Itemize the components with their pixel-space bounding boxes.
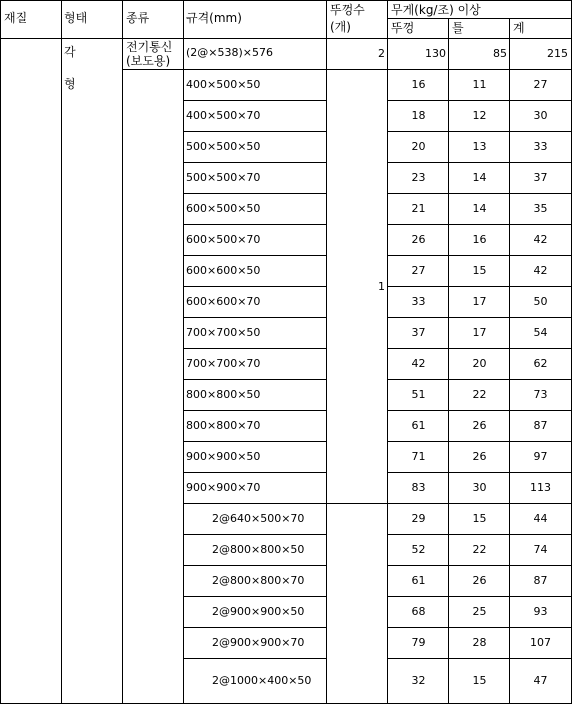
- lid-weight-cell: 27: [411, 264, 426, 277]
- frame-weight-cell: 30: [472, 481, 487, 494]
- row-line: [387, 627, 572, 628]
- lid-count-1: 1: [378, 280, 385, 293]
- spec-cell: 2@800×800×70: [212, 574, 305, 587]
- lid-weight-cell: 130: [425, 47, 446, 60]
- row-line: [387, 224, 572, 225]
- total-weight-cell: 215: [547, 47, 568, 60]
- column-line: [61, 0, 62, 703]
- frame-weight-cell: 17: [472, 295, 487, 308]
- spec-cell: 2@900×900×70: [212, 636, 305, 649]
- frame-weight-cell: 14: [472, 202, 487, 215]
- spec-cell: 700×700×70: [186, 357, 261, 370]
- frame-weight-cell: 22: [472, 543, 487, 556]
- frame-weight-cell: 22: [472, 388, 487, 401]
- lid-weight-cell: 26: [411, 233, 426, 246]
- spec-cell: 700×700×50: [186, 326, 261, 339]
- total-weight-cell: 35: [533, 202, 548, 215]
- spec-cell: 600×600×50: [186, 264, 261, 277]
- row-line: [183, 162, 327, 163]
- row-line: [387, 193, 572, 194]
- shape-value-1: 각: [64, 45, 76, 59]
- spec-cell: 600×500×50: [186, 202, 261, 215]
- row-line: [387, 100, 572, 101]
- spec-cell: 600×500×70: [186, 233, 261, 246]
- spec-cell: 2@1000×400×50: [212, 674, 312, 687]
- frame-weight-cell: 20: [472, 357, 487, 370]
- total-weight-cell: 27: [533, 78, 548, 91]
- lid-weight-cell: 37: [411, 326, 426, 339]
- spec-cell: 800×800×50: [186, 388, 261, 401]
- spec-cell: 400×500×50: [186, 78, 261, 91]
- lid-weight-cell: 18: [411, 109, 426, 122]
- total-weight-cell: 87: [533, 419, 548, 432]
- column-line: [448, 18, 449, 703]
- spec-cell: 900×900×70: [186, 481, 261, 494]
- shape-value-2: 형: [64, 77, 76, 91]
- type-value-line1: 전기통신: [126, 40, 173, 54]
- header-weight-lid: 뚜껑: [391, 21, 415, 35]
- header-shape: 형태: [64, 11, 88, 25]
- row-line: [0, 38, 572, 39]
- row-line: [183, 286, 327, 287]
- frame-weight-cell: 12: [472, 109, 487, 122]
- row-line: [387, 18, 572, 19]
- row-line: [183, 565, 327, 566]
- total-weight-cell: 107: [530, 636, 551, 649]
- row-line: [183, 100, 327, 101]
- spec-cell: 800×800×70: [186, 419, 261, 432]
- row-line: [183, 534, 327, 535]
- header-material: 재질: [4, 11, 28, 25]
- frame-weight-cell: 11: [472, 78, 487, 91]
- row-line: [387, 348, 572, 349]
- frame-weight-cell: 17: [472, 326, 487, 339]
- frame-weight-cell: 13: [472, 140, 487, 153]
- lid-weight-cell: 83: [411, 481, 426, 494]
- row-line: [387, 410, 572, 411]
- lid-weight-cell: 20: [411, 140, 426, 153]
- frame-weight-cell: 16: [472, 233, 487, 246]
- row-line: [183, 379, 327, 380]
- lid-weight-cell: 16: [411, 78, 426, 91]
- frame-weight-cell: 26: [472, 574, 487, 587]
- column-line: [0, 0, 1, 703]
- lid-weight-cell: 79: [411, 636, 426, 649]
- row-line: [183, 441, 327, 442]
- row-line: [183, 193, 327, 194]
- lid-weight-cell: 61: [411, 419, 426, 432]
- column-line: [326, 0, 327, 703]
- row-line: [387, 379, 572, 380]
- row-line: [183, 410, 327, 411]
- row-line: [183, 131, 327, 132]
- lid-weight-cell: 52: [411, 543, 426, 556]
- header-lid-count-unit: (개): [330, 20, 351, 34]
- lid-weight-cell: 29: [411, 512, 426, 525]
- lid-weight-cell: 61: [411, 574, 426, 587]
- header-weight: 무게(kg/조) 이상: [391, 3, 481, 17]
- frame-weight-cell: 26: [472, 450, 487, 463]
- lid-weight-cell: 23: [411, 171, 426, 184]
- total-weight-cell: 33: [533, 140, 548, 153]
- row-line: [183, 627, 327, 628]
- frame-weight-cell: 25: [472, 605, 487, 618]
- column-line: [509, 18, 510, 703]
- row-line: [387, 317, 572, 318]
- lid-weight-cell: 71: [411, 450, 426, 463]
- spec-cell: 2@900×900×50: [212, 605, 305, 618]
- row-line: [183, 503, 572, 504]
- spec-cell: (2@×538)×576: [186, 46, 274, 59]
- row-line: [387, 255, 572, 256]
- column-line: [571, 0, 572, 703]
- total-weight-cell: 44: [533, 512, 548, 525]
- total-weight-cell: 87: [533, 574, 548, 587]
- spec-cell: 400×500×70: [186, 109, 261, 122]
- row-line: [387, 131, 572, 132]
- row-line: [183, 317, 327, 318]
- frame-weight-cell: 15: [472, 674, 487, 687]
- spec-cell: 600×600×70: [186, 295, 261, 308]
- row-line: [0, 0, 572, 1]
- column-line: [122, 0, 123, 703]
- frame-weight-cell: 15: [472, 264, 487, 277]
- header-spec: 규격(mm): [186, 11, 242, 25]
- spec-cell: 500×500×50: [186, 140, 261, 153]
- row-line: [183, 224, 327, 225]
- frame-weight-cell: 26: [472, 419, 487, 432]
- total-weight-cell: 42: [533, 233, 548, 246]
- total-weight-cell: 47: [533, 674, 548, 687]
- row-line: [387, 596, 572, 597]
- lid-weight-cell: 32: [411, 674, 426, 687]
- lid-weight-cell: 21: [411, 202, 426, 215]
- total-weight-cell: 97: [533, 450, 548, 463]
- column-line: [183, 0, 184, 703]
- header-weight-frame: 틀: [452, 21, 464, 35]
- row-line: [183, 596, 327, 597]
- row-line: [183, 348, 327, 349]
- total-weight-cell: 74: [533, 543, 548, 556]
- total-weight-cell: 54: [533, 326, 548, 339]
- total-weight-cell: 50: [533, 295, 548, 308]
- spec-cell: 2@640×500×70: [212, 512, 305, 525]
- spec-cell: 500×500×70: [186, 171, 261, 184]
- header-lid-count: 뚜껑수: [330, 3, 365, 17]
- row-line: [387, 286, 572, 287]
- header-type: 종류: [126, 11, 150, 25]
- frame-weight-cell: 14: [472, 171, 487, 184]
- row-line: [387, 534, 572, 535]
- row-line: [387, 162, 572, 163]
- row-line: [183, 658, 327, 659]
- lid-weight-cell: 33: [411, 295, 426, 308]
- row-line: [122, 69, 572, 70]
- frame-weight-cell: 15: [472, 512, 487, 525]
- type-value-line2: (보도용): [126, 54, 171, 68]
- total-weight-cell: 73: [533, 388, 548, 401]
- column-line: [387, 0, 388, 703]
- spec-cell: 900×900×50: [186, 450, 261, 463]
- spec-cell: 2@800×800×50: [212, 543, 305, 556]
- total-weight-cell: 62: [533, 357, 548, 370]
- frame-weight-cell: 28: [472, 636, 487, 649]
- row-line: [183, 472, 327, 473]
- lid-count-2: 2: [378, 47, 385, 60]
- row-line: [387, 658, 572, 659]
- total-weight-cell: 113: [530, 481, 551, 494]
- total-weight-cell: 37: [533, 171, 548, 184]
- lid-weight-cell: 51: [411, 388, 426, 401]
- total-weight-cell: 30: [533, 109, 548, 122]
- row-line: [183, 255, 327, 256]
- row-line: [387, 441, 572, 442]
- total-weight-cell: 42: [533, 264, 548, 277]
- row-line: [387, 472, 572, 473]
- frame-weight-cell: 85: [493, 47, 507, 60]
- row-line: [387, 565, 572, 566]
- total-weight-cell: 93: [533, 605, 548, 618]
- header-weight-total: 계: [513, 21, 525, 35]
- lid-weight-cell: 42: [411, 357, 426, 370]
- lid-weight-cell: 68: [411, 605, 426, 618]
